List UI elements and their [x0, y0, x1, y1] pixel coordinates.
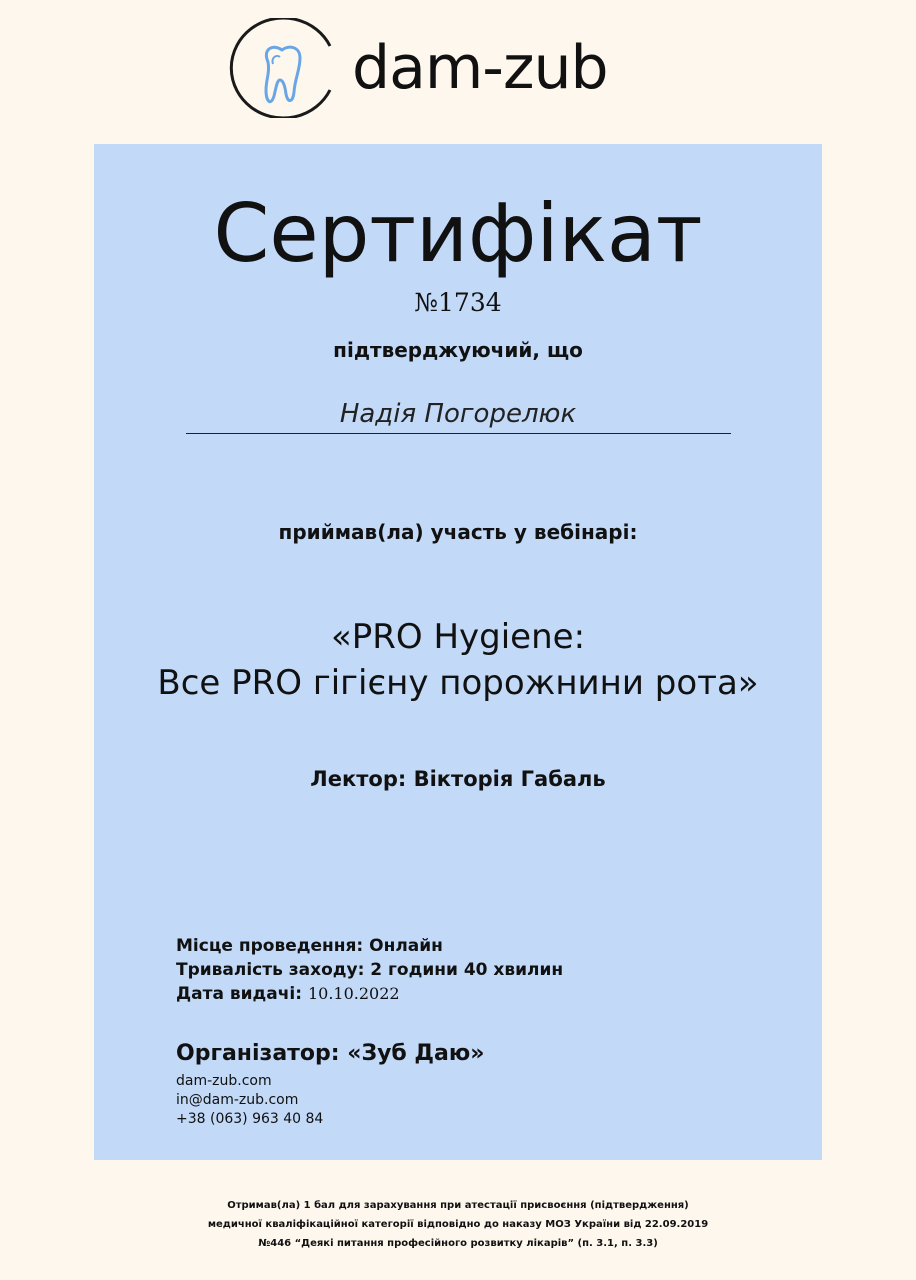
issue-date [176, 982, 563, 1006]
webinar-title [94, 614, 822, 706]
organizer-website: dam-zub.com [176, 1073, 272, 1089]
issue-date-value: 10.10.2022 [307, 984, 400, 1003]
brand-name: dam-zub [352, 33, 608, 103]
footer-note [0, 1196, 916, 1253]
footer-line-2: медичної кваліфікаційної категорії відповідно до наказу МОЗ України від 22.09.2019 [207, 1219, 709, 1230]
certificate-number: №1734 [414, 288, 502, 317]
confirming-text: підтверджуючий, що [333, 338, 583, 362]
venue: Місце проведення: Онлайн [176, 936, 443, 956]
webinar-title-line1: «PRO Hygiene: [330, 617, 586, 657]
recipient-name: Надія Погорелюк [339, 399, 577, 429]
organizer-email: in@dam-zub.com [176, 1092, 299, 1108]
organizer-contacts [176, 1072, 323, 1129]
tooth-icon [228, 18, 338, 118]
lecturer: Лектор: Вікторія Габаль [310, 767, 606, 791]
organizer-phone: +38 (063) 963 40 84 [176, 1111, 324, 1127]
brand-logo [228, 18, 628, 118]
certificate-card [94, 144, 822, 1160]
participated-text: приймав(ла) участь у вебінарі: [278, 520, 638, 544]
footer-line-1: Отримав(ла) 1 бал для зарахування при атестації присвоєння (підтвердження) [227, 1200, 689, 1211]
webinar-title-line2: Все PRO гігієну порожнини рота» [157, 663, 759, 703]
event-details [176, 934, 563, 1006]
duration: Тривалість заходу: 2 години 40 хвилин [176, 960, 564, 980]
certificate-title: Сертифікат [213, 187, 703, 280]
name-underline [186, 433, 731, 434]
organizer-title: Організатор: «Зуб Даю» [176, 1041, 485, 1066]
footer-line-3: №446 “Деякі питання професійного розвитку лікарів” (п. 3.1, п. 3.3) [258, 1238, 658, 1249]
issue-date-label: Дата видачі: [176, 984, 303, 1004]
